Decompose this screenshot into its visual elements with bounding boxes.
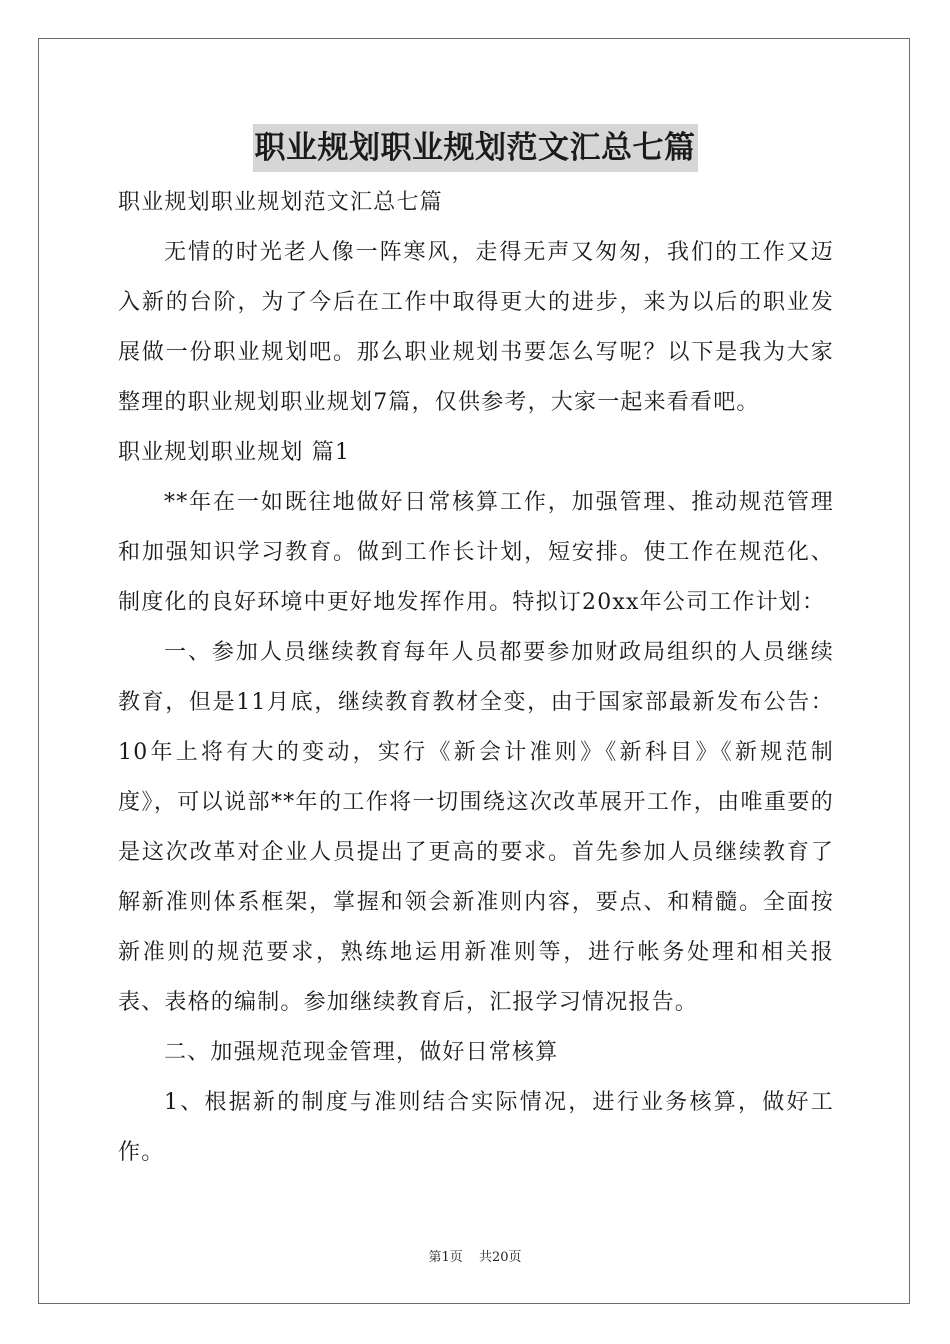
- title-container: [0, 124, 950, 172]
- intro-paragraph: 无情的时光老人像一阵寒风，走得无声又匆匆，我们的工作又迈入新的台阶，为了今后在工作中取得更大的进步，来为以后的职业发展做一份职业规划吧。那么职业规划书要怎么写呢？以下是我为大家整理的职业规划职业规划7篇，仅供参考，大家一起来看看吧。: [118, 240, 834, 415]
- body-paragraph: 一、参加人员继续教育每年人员都要参加财政局组织的人员继续教育，但是11月底，继续教育教材全变，由于国家部最新发布公告：10年上将有大的变动，实行《新会计准则》《新科目》《新规范制度》，可以说部**年的工作将一切围绕这次改革展开工作，由唯重要的是这次改革对企业人员提出了更高的要求。首先参加人员继续教育了解新准则体系框架，掌握和领会新准则内容，要点、和精髓。全面按新准则的规范要求，熟练地运用新准则等，进行帐务处理和相关报表、表格的编制。参加继续教育后，汇报学习情况报告。: [118, 640, 834, 1015]
- body-paragraph: 1、根据新的制度与准则结合实际情况，进行业务核算，做好工作。: [118, 1090, 834, 1165]
- subheading-paragraph: 二、加强规范现金管理，做好日常核算: [164, 1040, 559, 1065]
- subtitle-paragraph: 职业规划职业规划范文汇总七篇: [118, 190, 443, 215]
- document-title: 职业规划职业规划范文汇总七篇: [253, 124, 698, 172]
- total-pages: 共20页: [478, 1250, 522, 1265]
- page-number: 第1页: [428, 1250, 463, 1265]
- page-footer: [0, 1246, 950, 1265]
- document-body: [118, 178, 834, 1178]
- section-heading: 职业规划职业规划 篇1: [118, 440, 351, 465]
- body-paragraph: **年在一如既往地做好日常核算工作，加强管理、推动规范管理和加强知识学习教育。做到工作长计划，短安排。使工作在规范化、制度化的良好环境中更好地发挥作用。特拟订20xx年公司工作计划：: [118, 490, 834, 615]
